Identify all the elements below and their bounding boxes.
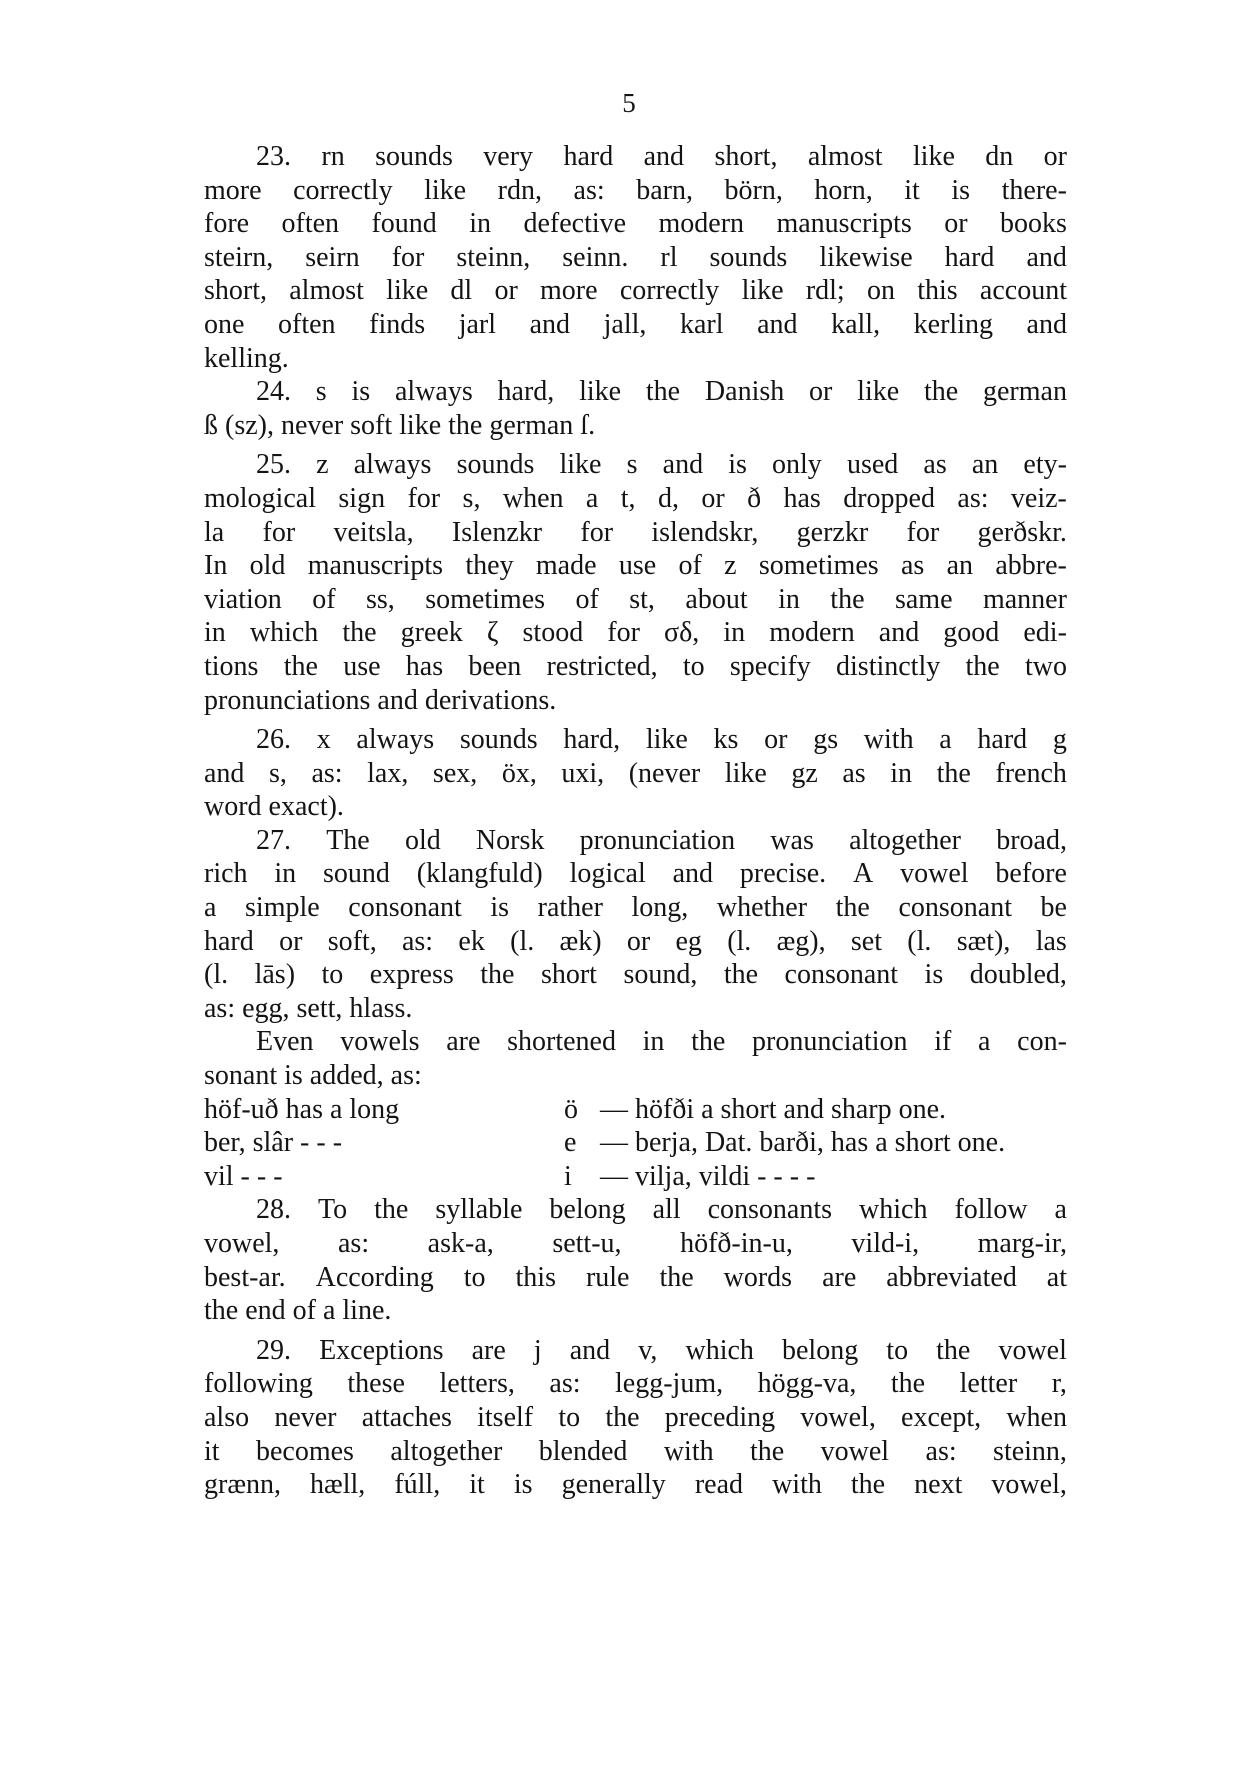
example-rest: — berja, Dat. barði, has a short one. xyxy=(600,1127,1006,1159)
text-line: 29. Exceptions are j and v, which belong to the vowel xyxy=(256,1334,1067,1366)
text-line: tions the use has been restricted, to specify distinctly the two xyxy=(204,650,1067,682)
text-line: 26. x always sounds hard, like ks or gs with a hard g xyxy=(256,724,1067,756)
example-rest: — vilja, vildi - - - - xyxy=(600,1160,816,1192)
text-line: 24. s is always hard, like the Danish or like the german xyxy=(256,376,1067,408)
text-line: viation of ss, sometimes of st, about in the same manner xyxy=(204,583,1067,615)
text-line: in which the greek ζ stood for σδ, in modern and good edi- xyxy=(204,617,1067,649)
text-line: la for veitsla, Islenzkr for islendskr, gerzkr for gerðskr. xyxy=(204,516,1067,548)
text-line: (l. lās) to express the short sound, the consonant is doubled, xyxy=(204,959,1067,991)
text-line: word exact). xyxy=(204,791,344,823)
text-line: steirn, seirn for steinn, seinn. rl sounds likewise hard and xyxy=(204,241,1067,273)
text-line: mological sign for s, when a t, d, or ð has dropped as: veiz- xyxy=(204,482,1067,514)
example-rest: — höfði a short and sharp one. xyxy=(600,1093,947,1125)
example-row xyxy=(204,1126,1067,1160)
text-line: fore often found in defective modern manuscripts or books xyxy=(204,208,1067,240)
example-row xyxy=(204,1160,1067,1194)
text-line: 27. The old Norsk pronunciation was altogether broad, xyxy=(256,824,1067,856)
example-vowel: ö xyxy=(564,1093,578,1125)
text-line: as: egg, sett, hlass. xyxy=(204,992,413,1024)
text-column xyxy=(204,140,1067,1502)
text-line: it becomes altogether blended with the vowel as: steinn, xyxy=(204,1435,1067,1467)
text-line: kelling. xyxy=(204,342,289,374)
text-line: best-ar. According to this rule the words are abbreviated at xyxy=(204,1261,1067,1293)
text-line: hard or soft, as: ek (l. æk) or eg (l. æg), set (l. sæt), las xyxy=(204,925,1067,957)
text-line: grænn, hæll, fúll, it is generally read with the next vowel, xyxy=(204,1469,1067,1501)
text-line: pronunciations and derivations. xyxy=(204,684,557,716)
paragraphs-28-29 xyxy=(204,1193,1067,1501)
text-line: more correctly like rdn, as: barn, börn, horn, it is there- xyxy=(204,174,1067,206)
example-vowel: i xyxy=(564,1160,572,1192)
text-line: Even vowels are shortened in the pronunciation if a con- xyxy=(256,1026,1067,1058)
text-line: vowel, as: ask-a, sett-u, höfð-in-u, vild-i, marg-ir, xyxy=(204,1228,1067,1259)
text-line: and s, as: lax, sex, öx, uxi, (never like gz as in the french xyxy=(204,757,1067,789)
page-number: 5 xyxy=(622,88,637,118)
text-line: also never attaches itself to the preceding vowel, except, when xyxy=(204,1401,1067,1433)
text-line: rich in sound (klangfuld) logical and precise. A vowel before xyxy=(204,858,1067,890)
text-line: 25. z always sounds like s and is only used as an ety- xyxy=(256,449,1067,481)
vowel-examples-table xyxy=(204,1093,1067,1194)
example-vowel: e xyxy=(564,1127,577,1159)
text-line: one often finds jarl and jall, karl and kall, kerling and xyxy=(204,308,1067,340)
example-word: höf-uð has a long xyxy=(204,1093,400,1125)
text-line: following these letters, as: legg-jum, högg-va, the letter r, xyxy=(204,1368,1067,1400)
example-word: ber, slâr - - - xyxy=(204,1127,343,1159)
text-line: 23. rn sounds very hard and short, almost like dn or xyxy=(256,141,1067,172)
example-row xyxy=(204,1093,1067,1127)
paragraphs-23-27 xyxy=(204,140,1067,1093)
text-line: the end of a line. xyxy=(204,1295,392,1327)
text-line: short, almost like dl or more correctly like rdl; on this account xyxy=(204,275,1067,307)
text-line: 28. To the syllable belong all consonants which follow a xyxy=(256,1194,1067,1226)
text-line: a simple consonant is rather long, whether the consonant be xyxy=(204,892,1067,924)
text-line: sonant is added, as: xyxy=(204,1060,422,1092)
example-word: vil - - - xyxy=(204,1160,283,1192)
text-line: In old manuscripts they made use of z sometimes as an abbre- xyxy=(204,550,1067,582)
text-line: ß (sz), never soft like the german ſ. xyxy=(204,409,596,441)
